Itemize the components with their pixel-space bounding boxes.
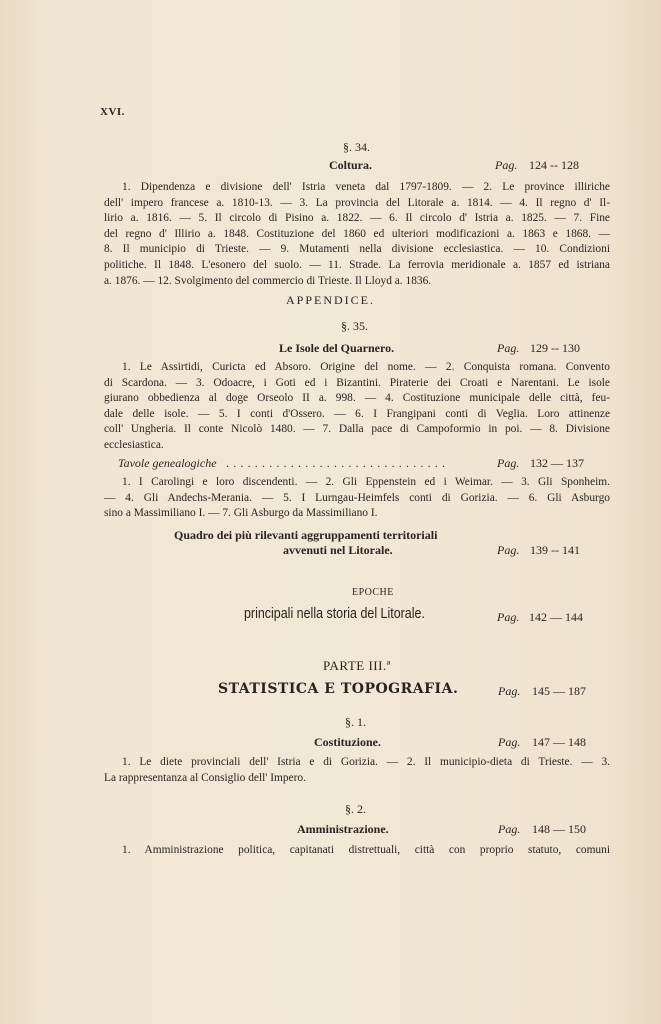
tavole-pag-label: Pag. <box>497 456 520 470</box>
tavole-line: sino a Massimiliano I. — 7. Gli Asburgo da Massimiliano I. <box>104 507 378 520</box>
section-1-line: 1. Le diete provinciali dell' Istria e di Gorizia. — 2. Il municipio-dieta di Trieste. — 3. <box>122 756 610 768</box>
tavole-line: 1. I Carolingi e loro discendenti. — 2. Gli Eppenstein ed i Weimar. — 3. Gli Sponheim. <box>122 476 610 488</box>
section-2-pag-label: Pag. <box>498 822 521 836</box>
epoche-pages: 142 — 144 <box>529 610 583 624</box>
section-35-line: 1. Le Assirtidi, Curicta ed Absoro. Origine del nome. — 2. Conquista romana. Convento <box>122 361 610 373</box>
quadro-pages: 139 -- 141 <box>530 543 580 557</box>
tavole-pages: 132 — 137 <box>530 456 584 470</box>
part-pages: 145 — 187 <box>532 684 586 698</box>
section-35-line: di Scardona. — 3. Odoacre, i Goti ed i Bizantini. Piraterie dei Croati e Narentani. Le isole <box>104 376 610 389</box>
section-35-line: dale delle isole. — 5. I conti d'Ossero. — 6. I Frangipani conti di Veglia. Loro attinenze <box>104 407 610 420</box>
section-1-description <box>104 755 610 786</box>
appendix-heading: APPENDICE. <box>285 293 375 307</box>
section-1-title: Costituzione. <box>314 735 381 749</box>
section-35-line: giurano obbedienza al doge Orseolo II a. 998. — 4. Costituzione municipale delle città, feu- <box>104 392 610 405</box>
tavole-title: Tavole genealogiche <box>118 456 217 470</box>
section-2-title: Amministrazione. <box>297 822 389 836</box>
section-35-title: Le Isole del Quarnero. <box>279 341 395 355</box>
section-34-line: lirio a. 1816. — 5. Il circolo di Pisino a. 1822. — 6. Il circolo d' Istria a. 1825. — 7. Fine <box>104 212 610 225</box>
quadro-title-line1: Quadro dei più rilevanti aggruppamenti territoriali <box>174 528 438 542</box>
epoche-title: principali nella storia del Litorale. <box>244 606 425 622</box>
section-2-line: 1. Amministrazione politica, capitanati distrettuali, città con proprio statuto, comuni <box>122 844 610 856</box>
section-35-line: coll' Ungheria. Il conte Nicolò 1480. — 7. Dalla pace di Campoformio in poi. — 8. Divisione <box>104 423 610 436</box>
part-label: PARTE III.ª <box>323 658 391 673</box>
epoche-pag-label: Pag. <box>497 610 520 624</box>
section-1-pages: 147 — 148 <box>532 735 586 749</box>
section-34-pag-label: Pag. <box>495 158 518 172</box>
section-1-pag-label: Pag. <box>498 735 521 749</box>
section-35-pag-label: Pag. <box>497 341 520 355</box>
section-34-line: dell' impero francese a. 1810-13. — 3. La provincia del Litorale a. 1814. — 4. Il regno d' Il- <box>104 196 610 209</box>
tavole-line: — 4. Gli Andechs-Merania. — 5. I Lurngau-Heimfels conti di Gorizia. — 6. Gli Asburgo <box>104 491 610 504</box>
section-1-line: La rappresentanza al Consiglio dell' Impero. <box>104 771 306 784</box>
section-35-symbol: §. 35. <box>341 319 368 333</box>
tavole-leader-dots: . . . . . . . . . . . . . . . . . . . . . . . . . . . . . . . <box>226 456 446 470</box>
section-35-line: ecclesiastica. <box>104 438 164 451</box>
section-2-description <box>104 843 610 859</box>
section-2-symbol: §. 2. <box>345 802 366 816</box>
section-34-line: a. 1876. — 12. Svolgimento del commercio di Trieste. Il Lloyd a. 1836. <box>104 274 432 287</box>
section-34-pages: 124 -- 128 <box>529 158 579 172</box>
section-1-symbol: §. 1. <box>345 715 366 729</box>
section-2-pages: 148 — 150 <box>532 822 586 836</box>
section-34-line: 1. Dipendenza e divisione dell' Istria veneta dal 1797-1809. — 2. Le province illiriche <box>122 181 610 193</box>
part-pag-label: Pag. <box>498 684 521 698</box>
part-title: STATISTICA E TOPOGRAFIA. <box>218 681 459 697</box>
page-number: XVI. <box>100 106 125 118</box>
tavole-description <box>104 475 610 522</box>
section-34-line: del regno d' Illirio a. 1848. Costituzione del 1860 ed ulteriori modificazioni a. 1863 e 1868. — <box>104 227 610 240</box>
section-34-title: Coltura. <box>329 158 372 172</box>
epoche-label: EPOCHE <box>352 587 394 598</box>
section-34-line: 8. Il municipio di Trieste. — 9. Mutamenti nella divisione ecclesiastica. — 10. Condizioni <box>104 243 610 256</box>
section-35-pages: 129 -- 130 <box>530 341 580 355</box>
section-34-description <box>104 180 610 289</box>
section-34-symbol: §. 34. <box>343 140 370 154</box>
section-35-description <box>104 360 610 454</box>
quadro-pag-label: Pag. <box>497 543 520 557</box>
quadro-title-line2: avvenuti nel Litorale. <box>283 543 393 557</box>
section-34-line: politiche. Il 1848. L'esonero del suolo. — 11. Strade. La ferrovia meridionale a. 1857 ed istriana <box>104 258 610 271</box>
